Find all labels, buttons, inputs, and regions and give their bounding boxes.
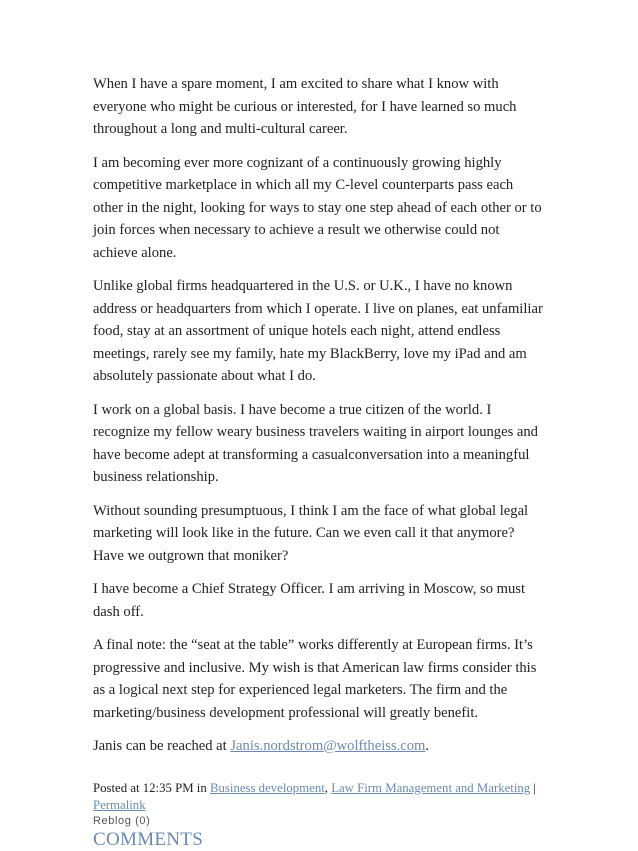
- post-footer: [93, 780, 545, 851]
- article-paragraph: I work on a global basis. I have become a true citizen of the world. I recognize my fellow weary business travelers waiting in airport lounges and have become adept at transforming a casualconversation into a meaningful business relationship.: [93, 401, 538, 485]
- posted-at-text: Posted at 12:35 PM in: [93, 780, 210, 795]
- article-paragraph: A final note: the “seat at the table” works differently at European firms. It’s progressive and inclusive. My wish is that American law firms consider this as a logical next step for experienced legal marketers. The firm and the marketing/business development professional will greatly benefit.: [93, 637, 537, 721]
- article-paragraph: I have become a Chief Strategy Officer. I am arriving in Moscow, so must dash off.: [93, 581, 526, 620]
- permalink-link[interactable]: Permalink: [93, 797, 146, 812]
- article-body: [93, 73, 545, 758]
- meta-pipe: |: [530, 780, 536, 795]
- category-link-law-firm-management[interactable]: Law Firm Management and Marketing: [331, 780, 531, 795]
- contact-email-link[interactable]: Janis.nordstrom@wolftheiss.com: [230, 738, 426, 754]
- contact-prefix: Janis can be reached at: [93, 738, 231, 754]
- article-paragraph: When I have a spare moment, I am excited to share what I know with everyone who might be curious or interested, for I have learned so much throughout a long and multi-cultural career.: [93, 76, 517, 137]
- article-paragraph: Unlike global firms headquartered in the U.S. or U.K., I have no known address or headquarters from which I operate. I live on planes, eat unfamiliar food, stay at an assortment of unique hotels each night, attend endless meetings, rarely see my family, hate my BlackBerry, love my iPad and am absolutely passionate about what I do.: [93, 278, 543, 384]
- blog-post: [93, 73, 545, 851]
- comments-heading: COMMENTS: [93, 828, 204, 850]
- article-paragraph: I am becoming ever more cognizant of a continuously growing highly competitive marketplace in which all my C-level counterparts pass each other in the night, looking for ways to stay one step ahead of each other or to join forces when necessary to achieve a result we otherwise could not achieve alone.: [93, 154, 542, 261]
- article-paragraph: Without sounding presumptuous, I think I am the face of what global legal marketing will look like in the future. Can we even call it that anymore? Have we outgrown that moniker?: [93, 502, 529, 564]
- post-meta: [93, 780, 545, 814]
- category-separator: ,: [324, 780, 332, 795]
- contact-line: [93, 735, 545, 758]
- contact-suffix: .: [425, 738, 430, 754]
- reblog-link[interactable]: Reblog (0): [93, 814, 151, 827]
- category-link-business-development[interactable]: Business development: [209, 780, 325, 795]
